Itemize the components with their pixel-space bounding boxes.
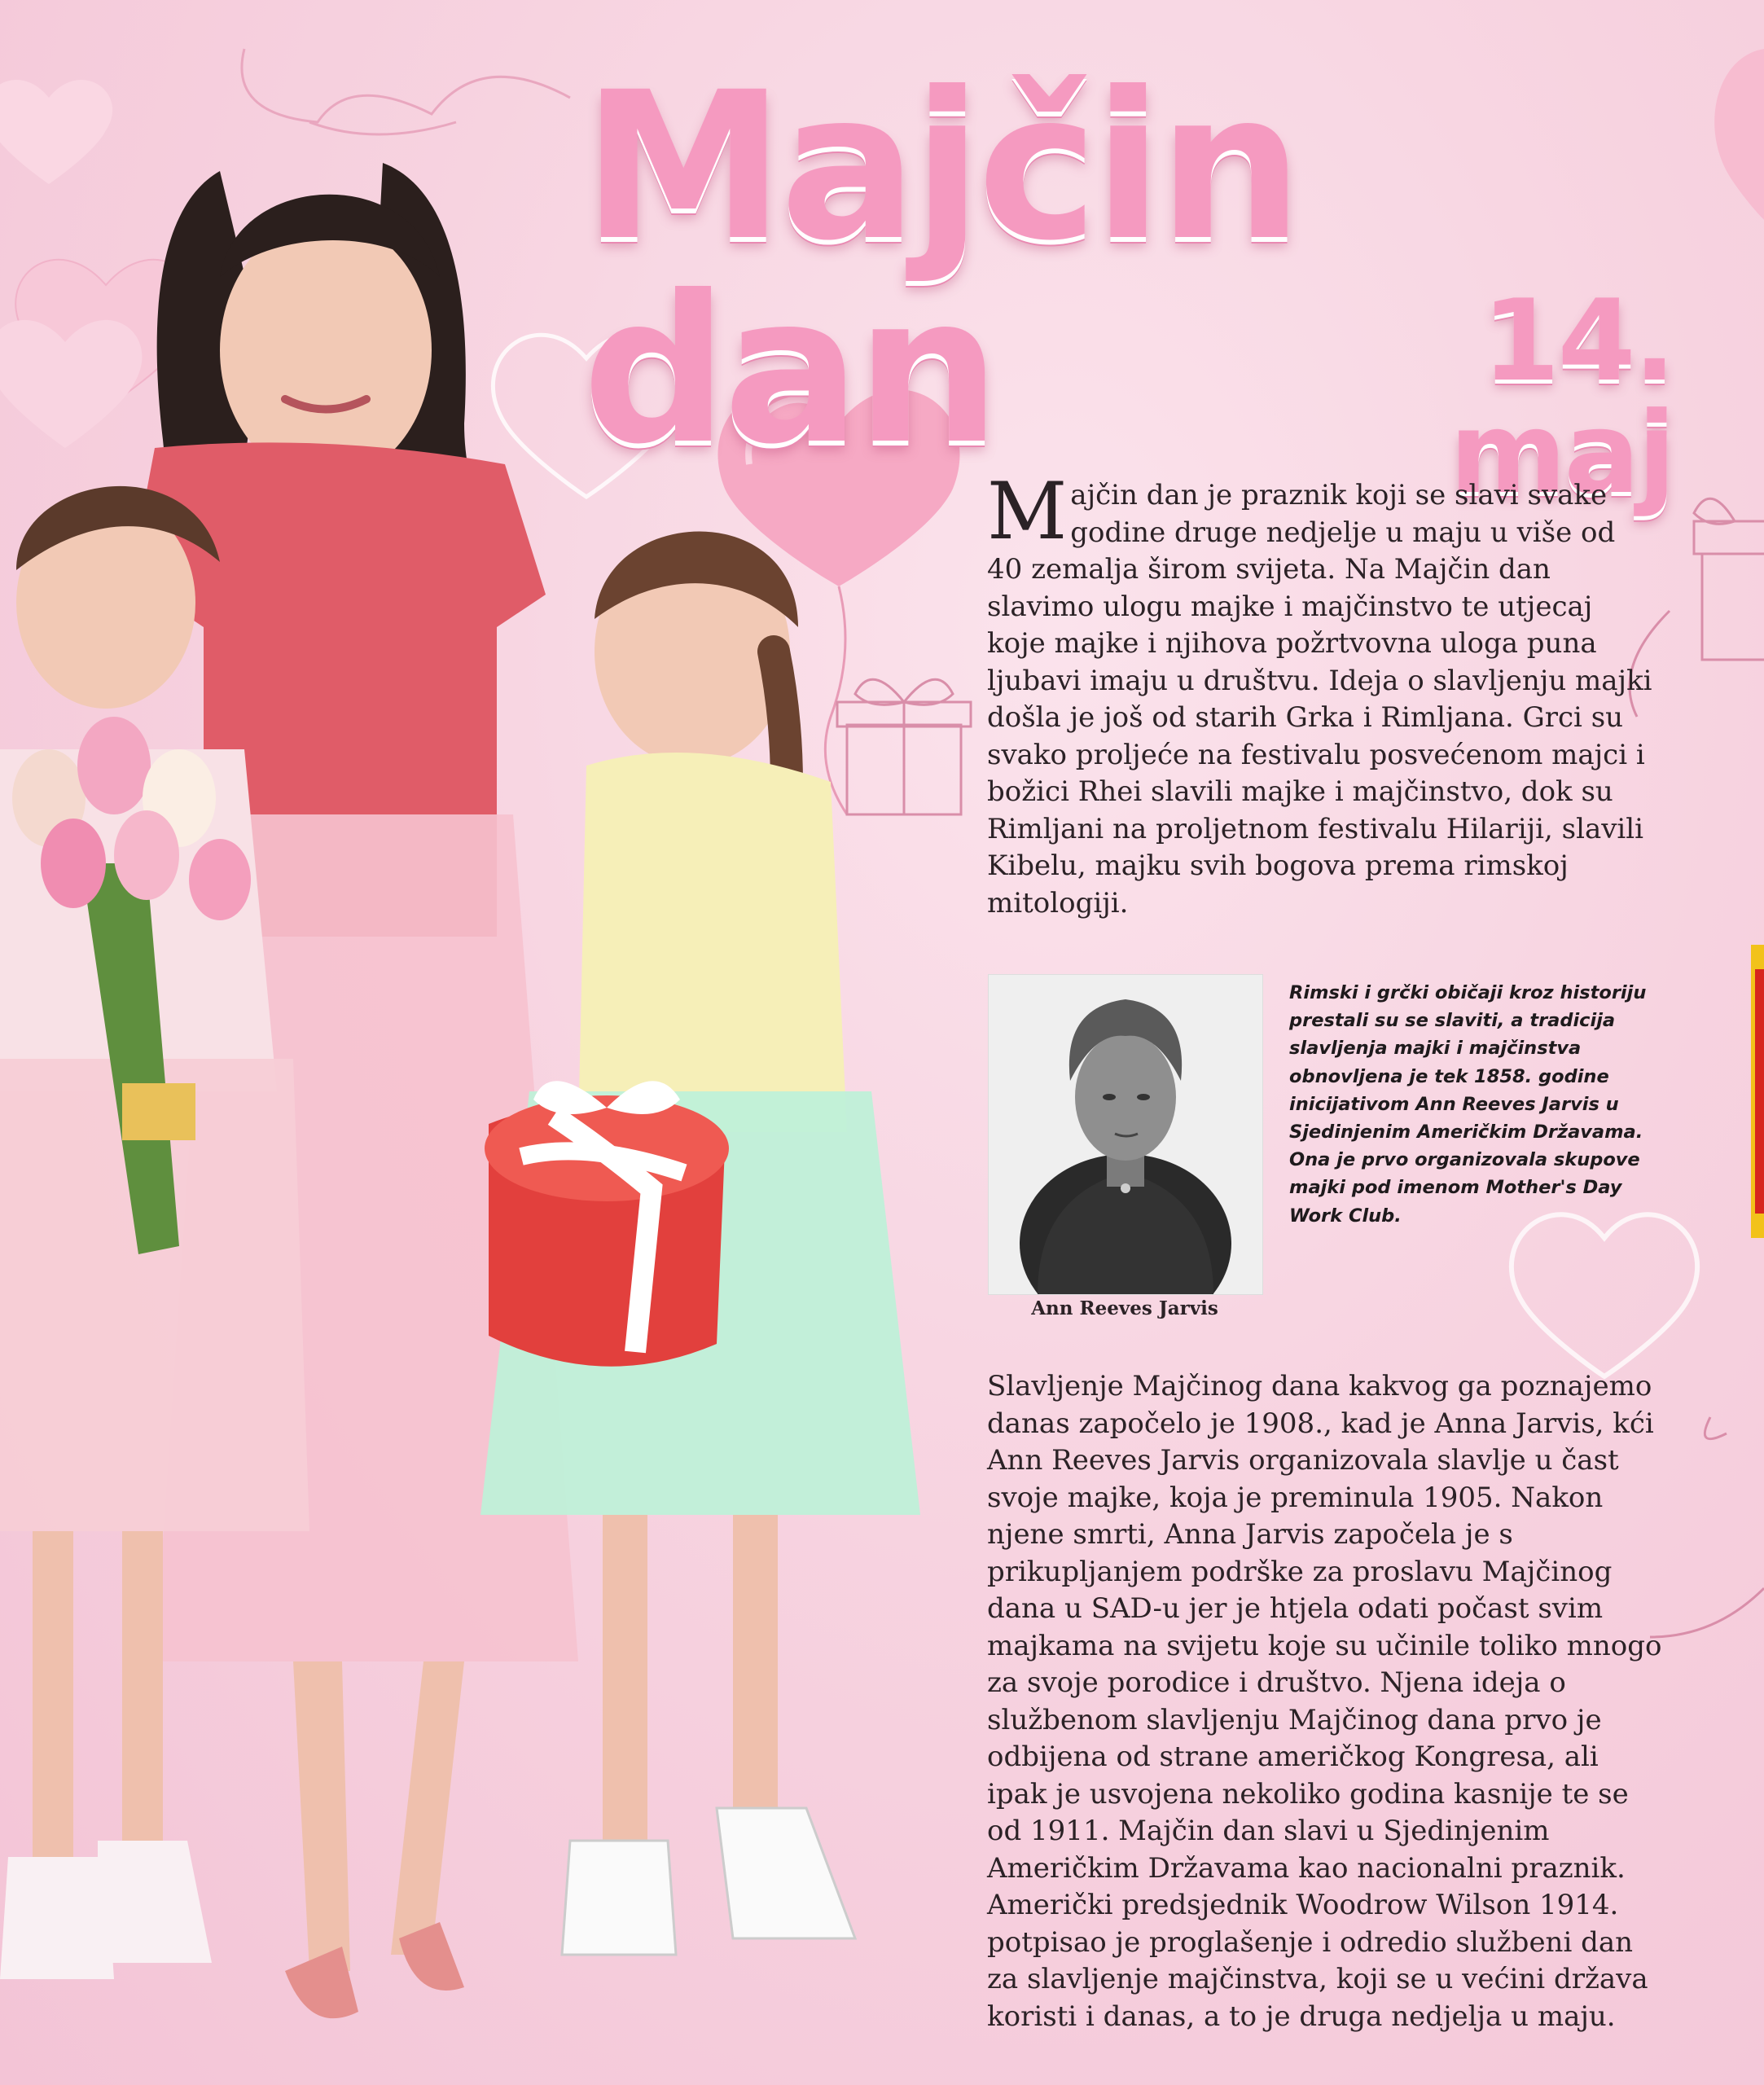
history-paragraph: Slavljenje Majčinog dana kakvog ga poznajemo danas započelo je 1908., kad je Anna Jarvis, kći Ann Reeves Jarvis organizovala slavlje u čast svoje majke, koja je preminula 1905. Nakon njene smrti, Anna Jarvis započela je s prikupljanjem podrške za proslavu Majčinog dana u SAD-u jer je htjela odati počast svim majkama na svijetu koje su učinile toliko mnogo za svoje porodice i društvo. Njena ideja o službenom slavljenju Majčinog dana prvo je odbijena od strane američkog Kongresa, ali ipak je usvojena nekoliko godina kasnije te se od 1911. Majčin dan slavi u Sjedinjenim Američkim Državama kao nacionalni praznik. Američki predsjednik Woodrow Wilson 1914. potpisao je proglašenje i odredio službeni dan za slavljenje majčinstva, koji se u većini država koristi i danas, a to je druga nedjelja u maju. (987, 1370, 1662, 2033)
ann-reeves-jarvis-portrait (988, 974, 1263, 1295)
gift-icon (1694, 498, 1764, 660)
page-date: 14. maj (1449, 275, 1674, 519)
mother-and-daughters-illustration (0, 147, 920, 2044)
drop-cap: M (987, 466, 1068, 557)
edge-strip (1751, 945, 1764, 1238)
intro-paragraph (987, 466, 1655, 920)
portrait-caption: Ann Reeves Jarvis (1031, 1297, 1218, 1319)
sidenote-text: Rimski i grčki običaji kroz historiju prestali su se slaviti, a tradicija slavljenja majki i majčinstva obnovljena je tek 1858. godine inicijativom Ann Reeves Jarvis u Sjedinjenim Američkim Državama. Ona je prvo organizovala skupove majki pod imenom Mother's Day Work Club. (1289, 982, 1647, 1227)
intro-text: ajčin dan je praznik koji se slavi svake godine druge nedjelje u maju u više od 40 zemalja širom svijeta. Na Majčin dan slavimo ulogu majke i majčinstvo te utjecaj koje majke i njihova požrtvovna uloga puna ljubavi imaju u društvu. Ideja o slavljenju majki došla je još od starih Grka i Rimljana. Grci su svako proljeće na festivalu posvećenom majci i božici Rhei slavili majke i majčinstvo, dok su Rimljani na proljetnom festivalu Hilariji, slavili Kibelu, majku svih bogova prema rimskoj mitologiji. (987, 479, 1652, 920)
page-title: Majčin dan (582, 48, 1299, 489)
gift-box (485, 1081, 729, 1366)
